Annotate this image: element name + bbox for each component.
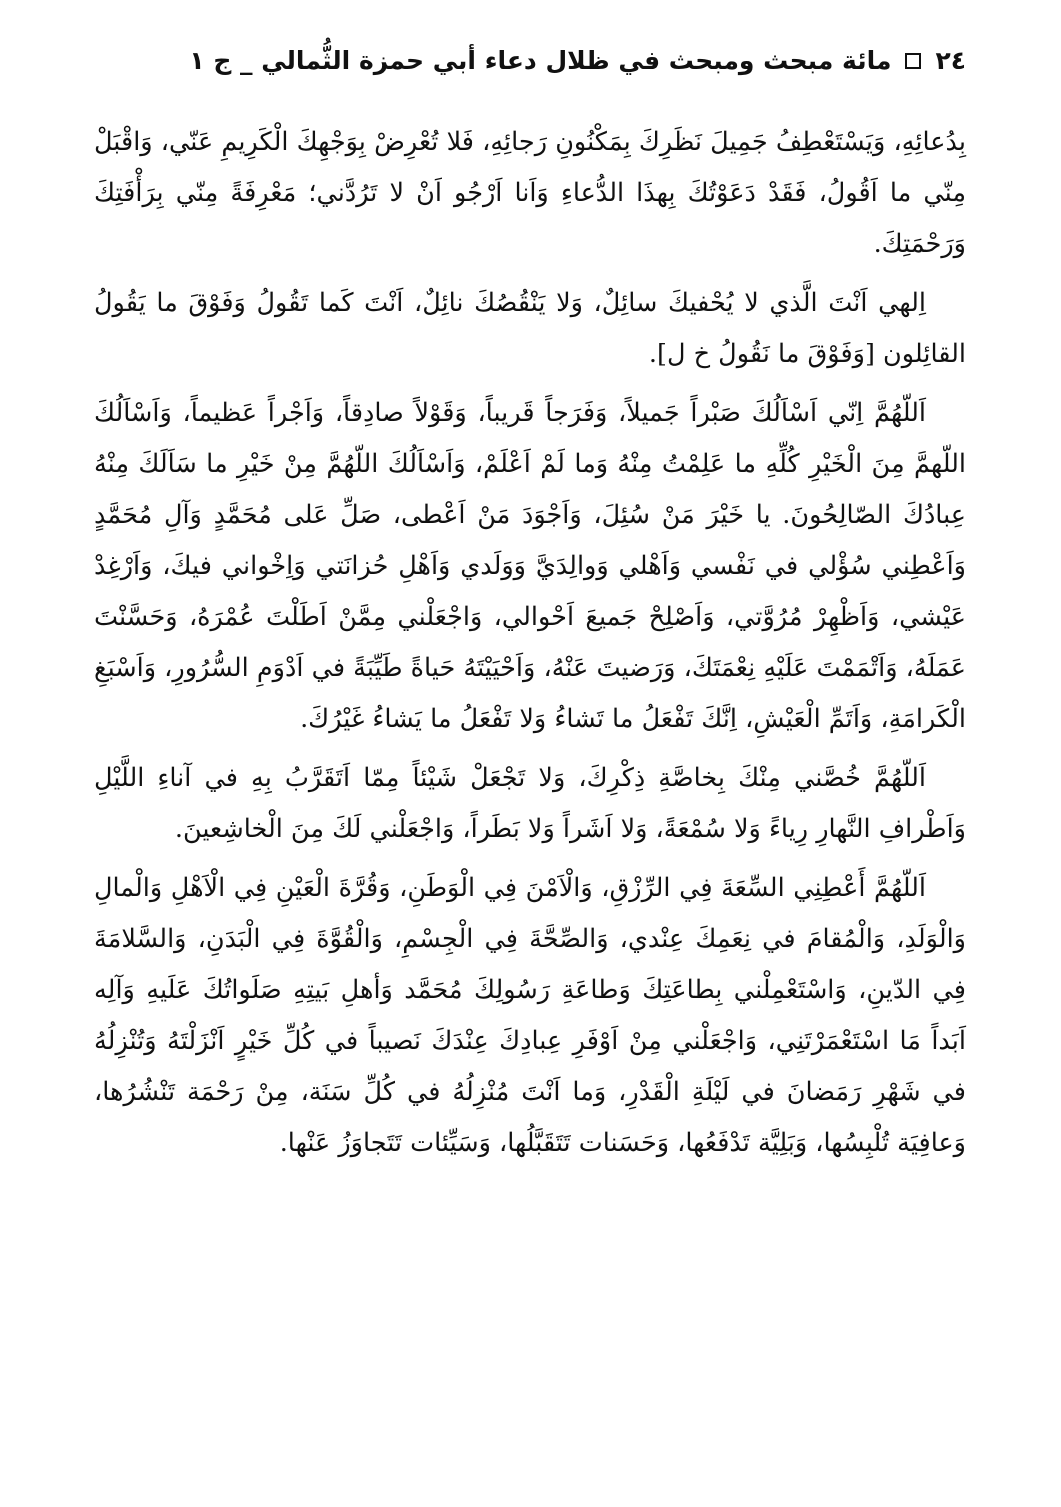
paragraph-4: اَللّهُمَّ خُصَّني مِنْكَ بِخاصَّةِ ذِكْرِكَ، وَلا تَجْعَلْ شَيْئاً مِمّا اَتَقَرَّبُ بِهِ في آناءِ اللَّيْلِ وَاَطْرافِ النَّهارِ رِياءً وَلا سُمْعَةً، وَلا اَشَراً وَلا بَطَراً، وَاجْعَلْني لَكَ مِنَ الْخاشِعينَ. (94, 763, 966, 844)
page-number: ٢٤ (935, 46, 966, 75)
body-text (94, 117, 966, 1177)
square-bullet-icon (905, 53, 921, 69)
paragraph-3: اَللّهُمَّ اِنّي اَسْاَلُكَ صَبْراً جَميلاً، وَفَرَجاً قَريباً، وَقَوْلاً صادِقاً، وَاَجْراً عَظيماً، وَاَسْاَلُكَ اللّهمَّ مِنَ الْخَيْرِ كُلِّهِ ما عَلِمْتُ مِنْهُ وَما لَمْ اَعْلَمْ، وَاَسْاَلُكَ اللّهُمَّ مِنْ خَيْرِ ما سَاَلَكَ مِنْهُ عِبادُكَ الصّالِحُونَ. يا خَيْرَ مَنْ سُئِلَ، وَاَجْوَدَ مَنْ اَعْطى، صَلِّ عَلى مُحَمَّدٍ وَآلِ مُحَمَّدٍ وَاَعْطِني سُؤْلي في نَفْسي وَاَهْلي وَوالِدَيَّ وَوَلَدي وَاَهْلِ حُزانَتي وَاِخْواني فيكَ، وَاَرْغِدْ عَيْشي، وَاَظْهِرْ مُرُوَّتي، وَاَصْلِحْ جَميعَ اَحْوالي، وَاجْعَلْني مِمَّنْ اَطَلْتَ عُمْرَهُ، وَحَسَّنْتَ عَمَلَهُ، وَاَتْمَمْتَ عَلَيْهِ نِعْمَتَكَ، وَرَضيتَ عَنْهُ، وَاَحْيَيْتَهُ حَياةً طَيِّبَةً في اَدْوَمِ السُّرُورِ، وَاَسْبَغِ الْكَرامَةِ، وَاَتَمِّ الْعَيْشِ، اِنَّكَ تَفْعَلُ ما تَشاءُ وَلا تَفْعَلُ ما يَشاءُ غَيْرُكَ. (94, 398, 966, 734)
book-title: مائة مبحث ومبحث في ظلال دعاء أبي حمزة الثُّمالي _ ج ١ (189, 46, 892, 75)
running-header (95, 46, 966, 75)
paragraph-2: اِلهي اَنْتَ الَّذي لا يُحْفيكَ سائِلٌ، وَلا يَنْقُصُكَ نائِلٌ، اَنْتَ كَما تَقُولُ وَفَوْقَ ما يَقُولُ القائِلون [وَفَوْقَ ما نَقُولُ خ ل]. (94, 288, 966, 369)
paragraph-1: بِدُعائِهِ، وَيَسْتَعْطِفُ جَمِيلَ نَظَرِكَ بِمَكْنُونِ رَجائِهِ، فَلا تُعْرِضْ بِوَجْهِكَ الْكَرِيمِ عَنّي، وَاقْبَلْ مِنّي ما اَقُولُ، فَقَدْ دَعَوْتُكَ بِهذَا الدُّعاءِ وَاَنا اَرْجُو اَنْ لا تَرُدَّني؛ مَعْرِفَةً مِنّي بِرَأْفَتِكَ وَرَحْمَتِكَ. (94, 127, 966, 259)
paragraph-5: اَللّهُمَّ أَعْطِنِي السِّعَةَ فِي الرِّزْقِ، وَالْاَمْنَ فِي الْوَطَنِ، وَقُرَّةَ الْعَيْنِ فِي الْاَهْلِ وَالْمالِ وَالْوَلَدِ، وَالْمُقامَ في نِعَمِكَ عِنْدي، وَالصِّحَّةَ فِي الْجِسْمِ، وَالْقُوَّةَ فِي الْبَدَنِ، وَالسَّلامَةَ فِي الدّينِ، وَاسْتَعْمِلْني بِطاعَتِكَ وَطاعَةِ رَسُولِكَ مُحَمَّد وَأهلِ بَيتِهِ صَلَواتُكَ عَلَيهِ وَآلِه اَبَداً مَا اسْتَعْمَرْتَنِي، وَاجْعَلْني مِنْ اَوْفَرِ عِبادِكَ عِنْدَكَ نَصيباً في كُلِّ خَيْرٍ اَنْزَلْتَهُ وَتُنْزِلُهُ في شَهْرِ رَمَضانَ في لَيْلَةِ الْقَدْرِ، وَما اَنْتَ مُنْزِلُهُ في كُلِّ سَنَة، مِنْ رَحْمَة تَنْشُرُها، وَعافِيَة تُلْبِسُها، وَبَلِيَّة تَدْفَعُها، وَحَسَنات تَتَقَبَّلُها، وَسَيِّئات تَتَجاوَزُ عَنْها. (94, 873, 966, 1158)
